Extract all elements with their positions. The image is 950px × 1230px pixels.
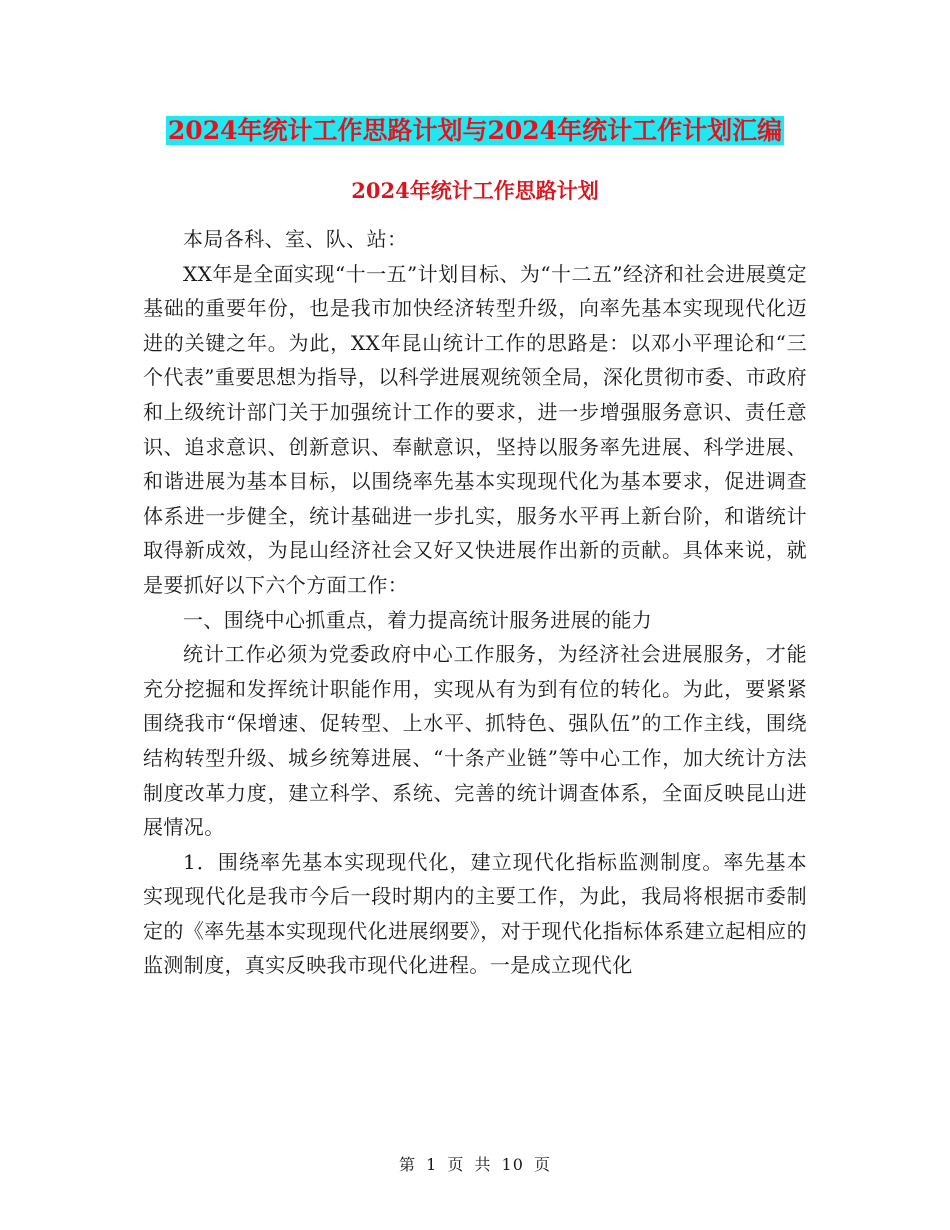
body-paragraph: 统计工作必须为党委政府中心工作服务，为经济社会进展服务，才能充分挖掘和发挥统计职能作用，实现从有为到有位的转化。为此，要紧紧围绕我市“保增速、促转型、上水平、抓特色、强队伍”的工作主线，围绕结构转型升级、城乡统筹进展、“十条产业链”等中心工作，加大统计方法制度改革力度，建立科学、系统、完善的统计调查体系，全面反映昆山进展情况。 [143, 642, 807, 840]
document-title [0, 114, 950, 148]
salutation-paragraph: 本局各科、室、队、站： [183, 227, 408, 251]
document-body [143, 222, 807, 983]
section-heading-paragraph: 一、围绕中心抓重点，着力提高统计服务进展的能力 [183, 607, 653, 632]
section-title: 2024年统计工作思路计划 [351, 178, 599, 203]
page-number-footer: 第 1 页 共 10 页 [399, 1155, 551, 1174]
body-paragraph: 1．围绕率先基本实现现代化，建立现代化指标监测制度。率先基本实现现代化是我市今后一段时期内的主要工作，为此，我局将根据市委制定的《率先基本实现现代化进展纲要》，对于现代化指标体系建立起相应的监测制度，真实反映我市现代化进程。一是成立现代化 [143, 849, 807, 978]
highlighted-title-text: 2024年统计工作思路计划与2024年统计工作计划汇编 [167, 116, 783, 145]
body-paragraph: XX年是全面实现“十一五”计划目标、为“十二五”经济和社会进展奠定基础的重要年份，也是我市加快经济转型升级，向率先基本实现现代化迈进的关键之年。为此，XX年昆山统计工作的思路是：以邓小平理论和“三个代表”重要思想为指导，以科学进展观统领全局，深化贯彻市委、市政府和上级统计部门关于加强统计工作的要求，进一步增强服务意识、责任意识、追求意识、创新意识、奉献意识，坚持以服务率先进展、科学进展、和谐进展为基本目标，以围绕率先基本实现现代化为基本要求，促进调查体系进一步健全，统计基础进一步扎实，服务水平再上新台阶，和谐统计取得新成效，为昆山经济社会又好又快进展作出新的贡献。具体来说，就是要抓好以下六个方面工作： [143, 261, 807, 597]
